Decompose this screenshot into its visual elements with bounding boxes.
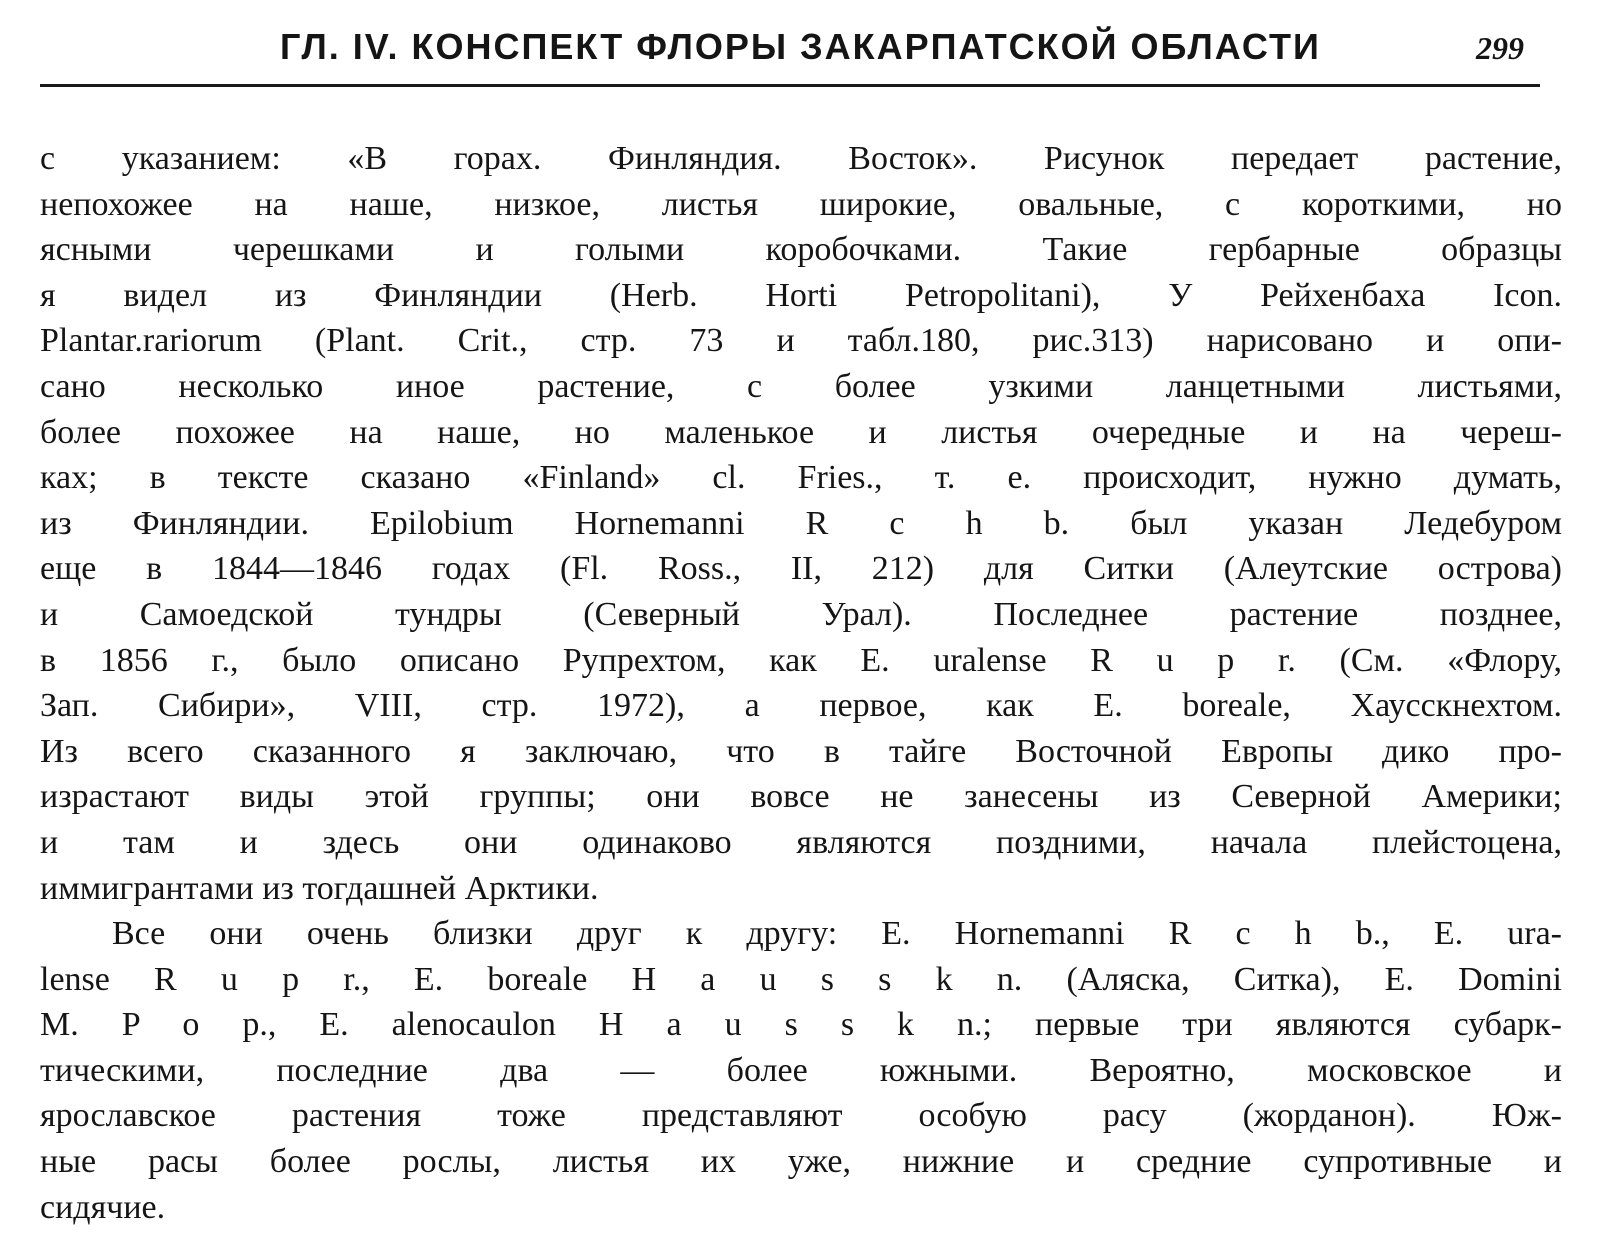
- text-line: ясными черешками и голыми коробочками. Такие гербарные образцы: [40, 231, 1562, 269]
- text-line: lense R u p r., E. boreale H a u s s k n. (Аляска, Ситка), E. Domini: [40, 960, 1562, 998]
- paragraph-2: [40, 911, 1562, 1230]
- text-line: сидячие.: [40, 1188, 166, 1226]
- text-line: ках; в тексте сказано «Finland» cl. Fries., т. е. происходит, нужно думать,: [40, 459, 1562, 497]
- text-line: сано несколько иное растение, с более узкими ланцетными листьями,: [40, 367, 1562, 405]
- text-line: с указанием: «В горах. Финляндия. Восток». Рисунок передает растение,: [40, 140, 1562, 177]
- text-line: непохожее на наше, низкое, листья широкие, овальные, с короткими, но: [40, 185, 1562, 223]
- text-line: и Самоедской тундры (Северный Урал). Последнее растение позднее,: [40, 595, 1562, 633]
- text-line: Все они очень близки друг к другу: E. Hornemanni R c h b., E. ura-: [112, 915, 1562, 953]
- body-text: [40, 136, 1562, 1230]
- text-line: Из всего сказанного я заключаю, что в тайге Восточной Европы дико про-: [40, 732, 1562, 770]
- text-line: иммигрантами из тогдашней Арктики.: [40, 869, 599, 907]
- text-line: и там и здесь они одинаково являются поздними, начала плейстоцена,: [40, 823, 1562, 861]
- running-head: [40, 20, 1540, 87]
- text-line: еще в 1844—1846 годах (Fl. Ross., II, 212) для Ситки (Алеутские острова): [40, 550, 1562, 588]
- text-line: Зап. Сибири», VIII, стр. 1972), а первое, как E. boreale, Хаусскнехтом.: [40, 687, 1562, 725]
- page-number: 299: [1476, 30, 1524, 66]
- text-line: M. P o p., E. alenocaulon H a u s s k n.; первые три являются субарк-: [40, 1006, 1562, 1044]
- text-line: Plantar.rariorum (Plant. Crit., стр. 73 и табл.180, рис.313) нарисовано и опи-: [40, 322, 1562, 360]
- text-line: из Финляндии. Epilobium Hornemanni R c h b. был указан Ледебуром: [40, 504, 1562, 542]
- text-line: ные расы более рослы, листья их уже, нижние и средние супротивные и: [40, 1143, 1562, 1181]
- chapter-title: ГЛ. IV. КОНСПЕКТ ФЛОРЫ ЗАКАРПАТСКОЙ ОБЛАСТИ: [280, 26, 1321, 67]
- text-line: я видел из Финляндии (Herb. Horti Petropolitani), У Рейхенбаха Icon.: [40, 276, 1562, 314]
- text-line: тическими, последние два — более южными. Вероятно, московское и: [40, 1051, 1562, 1089]
- paragraph-1: [40, 136, 1562, 911]
- text-line: израстают виды этой группы; они вовсе не занесены из Северной Америки;: [40, 778, 1562, 816]
- text-line: ярославское растения тоже представляют особую расу (жорданон). Юж-: [40, 1097, 1562, 1135]
- text-line: в 1856 г., было описано Рупрехтом, как E. uralense R u p r. (См. «Флору,: [40, 641, 1562, 679]
- text-line: более похожее на наше, но маленькое и листья очередные и на череш-: [40, 413, 1562, 451]
